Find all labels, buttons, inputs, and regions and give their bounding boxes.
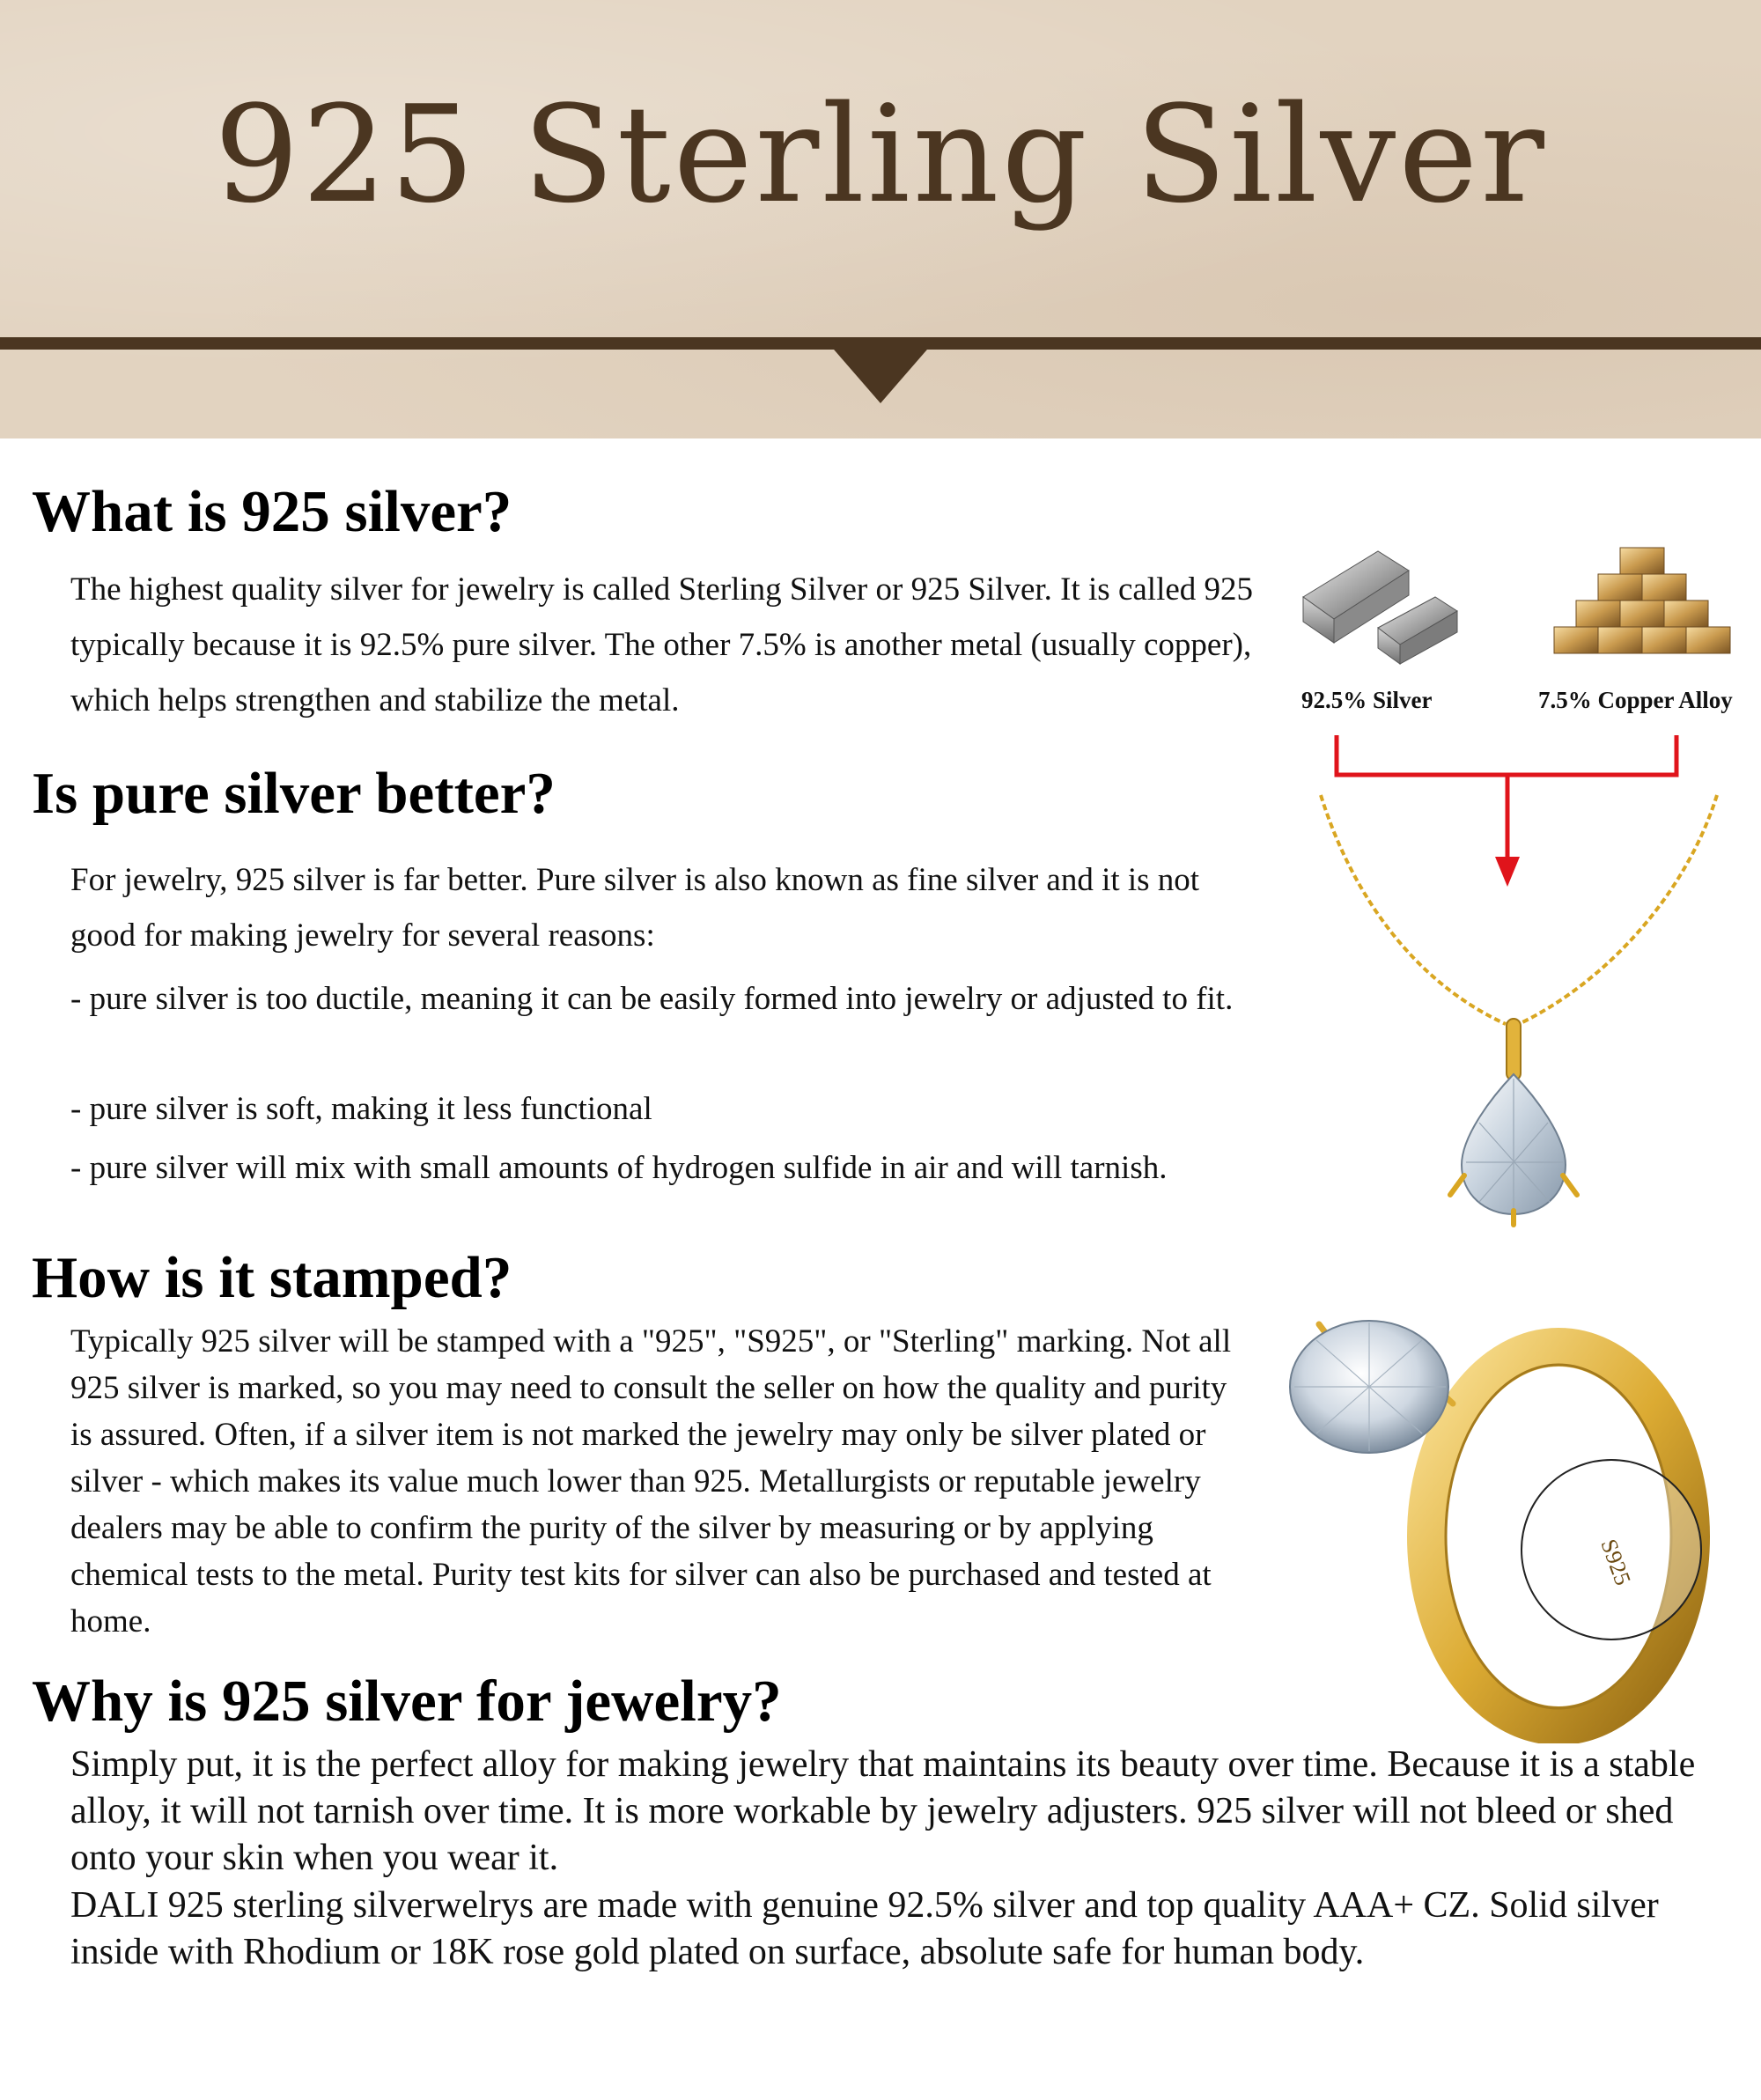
section-heading-stamped: How is it stamped? [32,1245,512,1310]
bullet-tarnish: - pure silver will mix with small amounts of hydrogen sulfide in air and will tarnish. [70,1150,1168,1186]
section-heading-what-is: What is 925 silver? [32,479,512,544]
copper-label: 7.5% Copper Alloy [1538,687,1733,713]
silver-bars-icon [1294,544,1462,667]
section-body-what-is: The highest quality silver for jewelry is called Sterling Silver or 925 Silver. It is called 925 typically because it is 92.5% pure silver. The other 7.5% is another metal (usually copper), which helps strengthen and stabilize the metal. [70,571,1254,718]
solitaire-ring-image [1277,1312,1757,1743]
section-body-dali: DALI 925 sterling silverwelrys are made with genuine 92.5% silver and top quality AAA+ CZ. Solid silver inside with Rhodium or 18K rose gold plated on surface, absolute safe for human body. [70,1885,1659,1972]
ring-stamp: S925 [1595,1536,1636,1589]
section-body-stamped: Typically 925 silver will be stamped with a "925", "S925", or "Sterling" marking. Not all 925 silver is marked, so you may need to consult the seller on how the quality and purity is assured. Often, if a silver item is not marked the jewelry may only be silver plated or silver - which makes its value much lower than 925. Metallurgists or reputable jewelry dealers may be able to confirm the purity of the silver by measuring or by applying chemical tests to the metal. Purity test kits for silver can also be purchased and tested at home. [70,1323,1232,1639]
section-heading-pure-silver: Is pure silver better? [32,761,556,826]
bullet-ductile: - pure silver is too ductile, meaning it can be easily formed into jewelry or adjusted to fit. [70,981,1234,1017]
copper-bars-icon [1550,539,1735,671]
bullet-soft: - pure silver is soft, making it less functional [70,1091,652,1127]
section-body-pure-silver-intro: For jewelry, 925 silver is far better. Pure silver is also known as fine silver and it is not good for making jewelry for several reasons: [70,862,1200,954]
down-arrow-icon [829,343,932,403]
pear-pendant-necklace-image [1316,788,1721,1228]
section-body-why-jewelry: Simply put, it is the perfect alloy for making jewelry that maintains its beauty over time. Because it is a stable alloy, it will not tarnish over time. It is more workable by jewelry adjusters. 925 silver will not bleed or shed onto your skin when you wear it. [70,1744,1696,1878]
page-title: 925 Sterling Silver [214,77,1547,232]
section-heading-why-jewelry: Why is 925 silver for jewelry? [32,1669,782,1734]
header-banner [0,0,1761,438]
silver-label: 92.5% Silver [1301,687,1433,713]
